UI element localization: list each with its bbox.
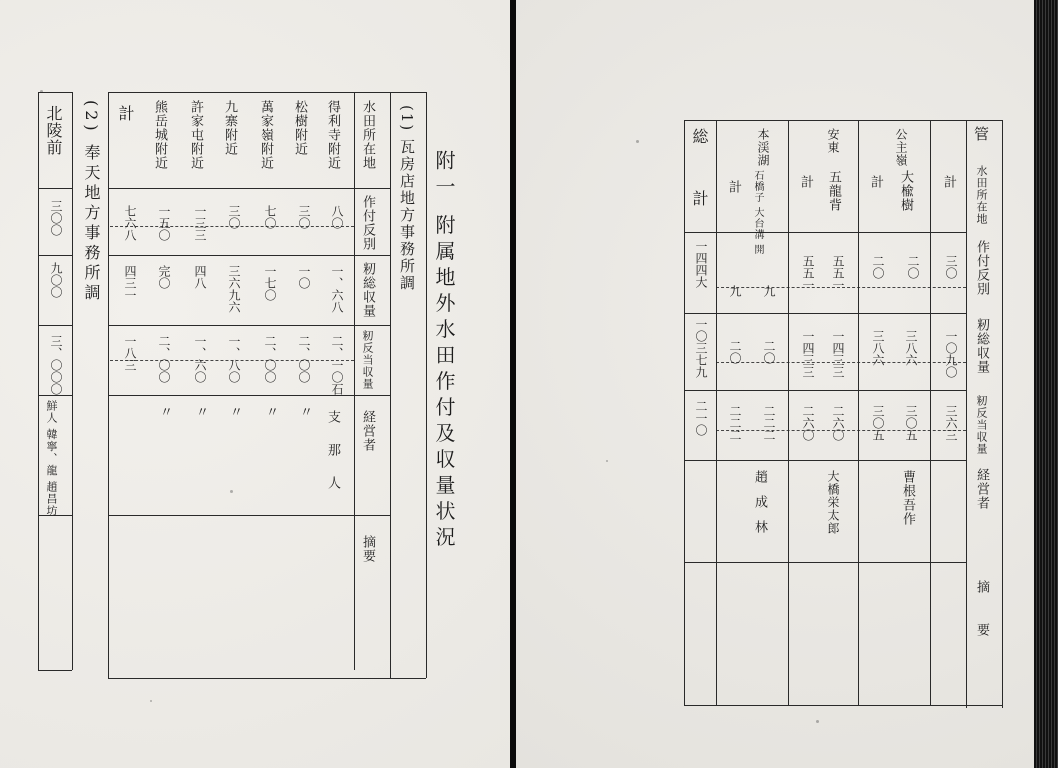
table1-header-remarks: 摘要 <box>360 535 375 563</box>
table2-header: 北陵前 <box>44 105 63 156</box>
column-yield: 二二二 <box>728 405 742 441</box>
table1-area: 七〇 <box>263 205 277 229</box>
table2-operator: 鮮人 韓寧、龍 趙昌坊 <box>45 400 58 517</box>
column-area: 九 <box>728 285 742 297</box>
column-place: 計 <box>941 175 956 189</box>
column-place: 計 <box>868 175 883 189</box>
table1-yield: 二、〇〇 <box>297 335 311 383</box>
column-total: 二〇 <box>728 340 742 364</box>
table1-title: (1) 瓦房店地方事務所調 <box>398 105 416 293</box>
table1-total: 一七〇 <box>263 265 277 301</box>
column-area: 二〇 <box>871 255 885 279</box>
header-yield: 籾反当収量 <box>975 395 988 455</box>
column-total: 三八六 <box>904 330 918 366</box>
table1-area: 三〇 <box>227 205 241 229</box>
column-place: 計 <box>726 180 741 194</box>
column-yield: 三六三 <box>944 405 958 441</box>
table1-operator: 支那人 <box>325 410 340 509</box>
column-total: 二〇 <box>762 340 776 364</box>
header-place: 水田所在地 <box>975 165 988 225</box>
header-total: 籾総収量 <box>974 318 989 374</box>
table1-yield: 二、〇〇 <box>157 335 171 383</box>
column-total: 一〇九〇 <box>944 330 958 378</box>
table1-total: 三六九六 <box>227 265 241 313</box>
table1-total-area: 七六八 <box>123 205 137 241</box>
table1-operator: 〃 <box>297 405 312 419</box>
section-heading: 附一 附属地外水田作付及収量状況 <box>432 150 456 553</box>
table1-operator: 〃 <box>193 405 208 419</box>
table1-operator: 〃 <box>263 405 278 419</box>
column-area: 九 <box>762 285 776 297</box>
table1-area: 一五〇 <box>157 205 171 241</box>
table1-total: 四八 <box>193 265 207 289</box>
table1-place: 萬家嶺附近 <box>258 100 273 170</box>
column-group: 公主嶺 <box>894 128 908 167</box>
table1-place: 得利寺附近 <box>325 100 340 170</box>
table1-operator: 〃 <box>227 405 242 419</box>
column-total: 一四三三 <box>831 330 845 378</box>
column-yield: 二六〇 <box>831 405 845 441</box>
page-edge <box>1034 0 1058 768</box>
table1-header-area: 作付反別 <box>360 195 375 251</box>
table1-header-place: 水田所在地 <box>360 100 375 170</box>
table1-total-yield: 一八三 <box>123 335 137 371</box>
grand-total-total: 一〇三七九 <box>694 318 708 378</box>
table1-place: 許家屯附近 <box>188 100 203 170</box>
table2-title: (2) 奉天地方事務所調 <box>82 100 101 304</box>
column-group: 本渓湖 <box>756 128 770 167</box>
column-place: 石橋子 大台溝 開 <box>752 170 763 256</box>
table1-area: 一三三 <box>193 205 207 241</box>
column-yield: 二二二 <box>762 405 776 441</box>
column-area: 二〇 <box>906 255 920 279</box>
table1-yield: 二、一〇石 <box>330 335 344 395</box>
column-operator: 大橋栄太郎 <box>826 470 840 535</box>
table1-total-label: 計 <box>116 105 135 122</box>
table1-total: 一、六八 <box>330 265 344 313</box>
header-remarks: 摘要 <box>974 580 989 666</box>
column-yield: 三〇五 <box>871 405 885 441</box>
column-place: 大楡樹 <box>898 170 913 212</box>
column-place: 五龍背 <box>826 170 841 212</box>
column-total: 一四三三 <box>801 330 815 378</box>
column-area: 五五一 <box>831 255 845 291</box>
table1-place: 九寨附近 <box>222 100 237 156</box>
table1-total-total: 四三一 <box>123 265 137 301</box>
table1-place: 熊岳城附近 <box>152 100 167 170</box>
table1-total: 完〇 <box>157 265 171 289</box>
column-area: 五五一 <box>801 255 815 291</box>
table1-header-operator: 経営者 <box>360 410 375 452</box>
table1-yield: 一、六〇 <box>193 335 207 383</box>
column-yield: 二六〇 <box>801 405 815 441</box>
table1-header-yield: 籾反当収量 <box>361 330 374 390</box>
column-total: 三八六 <box>871 330 885 366</box>
grand-total-label: 総 <box>690 128 709 145</box>
table2-total: 九〇〇 <box>49 262 63 298</box>
column-yield: 三〇五 <box>904 405 918 441</box>
column-group: 安東 <box>826 128 840 154</box>
grand-total-area: 一四四大 <box>694 240 708 288</box>
table1-operator: 〃 <box>157 405 172 419</box>
column-operator: 曹根吾作 <box>900 470 915 526</box>
table2-area: 三〇〇 <box>49 200 63 236</box>
left-page <box>0 0 510 768</box>
grand-total-yield: 二一〇 <box>694 400 708 436</box>
table1-total: 一〇 <box>297 265 311 289</box>
column-operator: 趙成林 <box>752 470 767 545</box>
column-place: 計 <box>798 175 813 189</box>
table1-yield: 一、八〇 <box>227 335 241 383</box>
table1-yield: 二、〇〇 <box>263 335 277 383</box>
table1-area: 八〇 <box>330 205 344 229</box>
table2-yield: 三、〇〇〇 <box>49 335 63 395</box>
table1-place: 松樹附近 <box>292 100 307 156</box>
header-category: 管 <box>972 126 990 142</box>
header-operator: 経営者 <box>974 468 989 510</box>
table1-header-total: 籾総収量 <box>360 262 375 318</box>
right-page <box>516 0 1034 768</box>
grand-total-label-2: 計 <box>690 190 709 207</box>
column-area: 三〇 <box>944 255 958 279</box>
header-area: 作付反別 <box>974 240 989 296</box>
table1-area: 三〇 <box>297 205 311 229</box>
